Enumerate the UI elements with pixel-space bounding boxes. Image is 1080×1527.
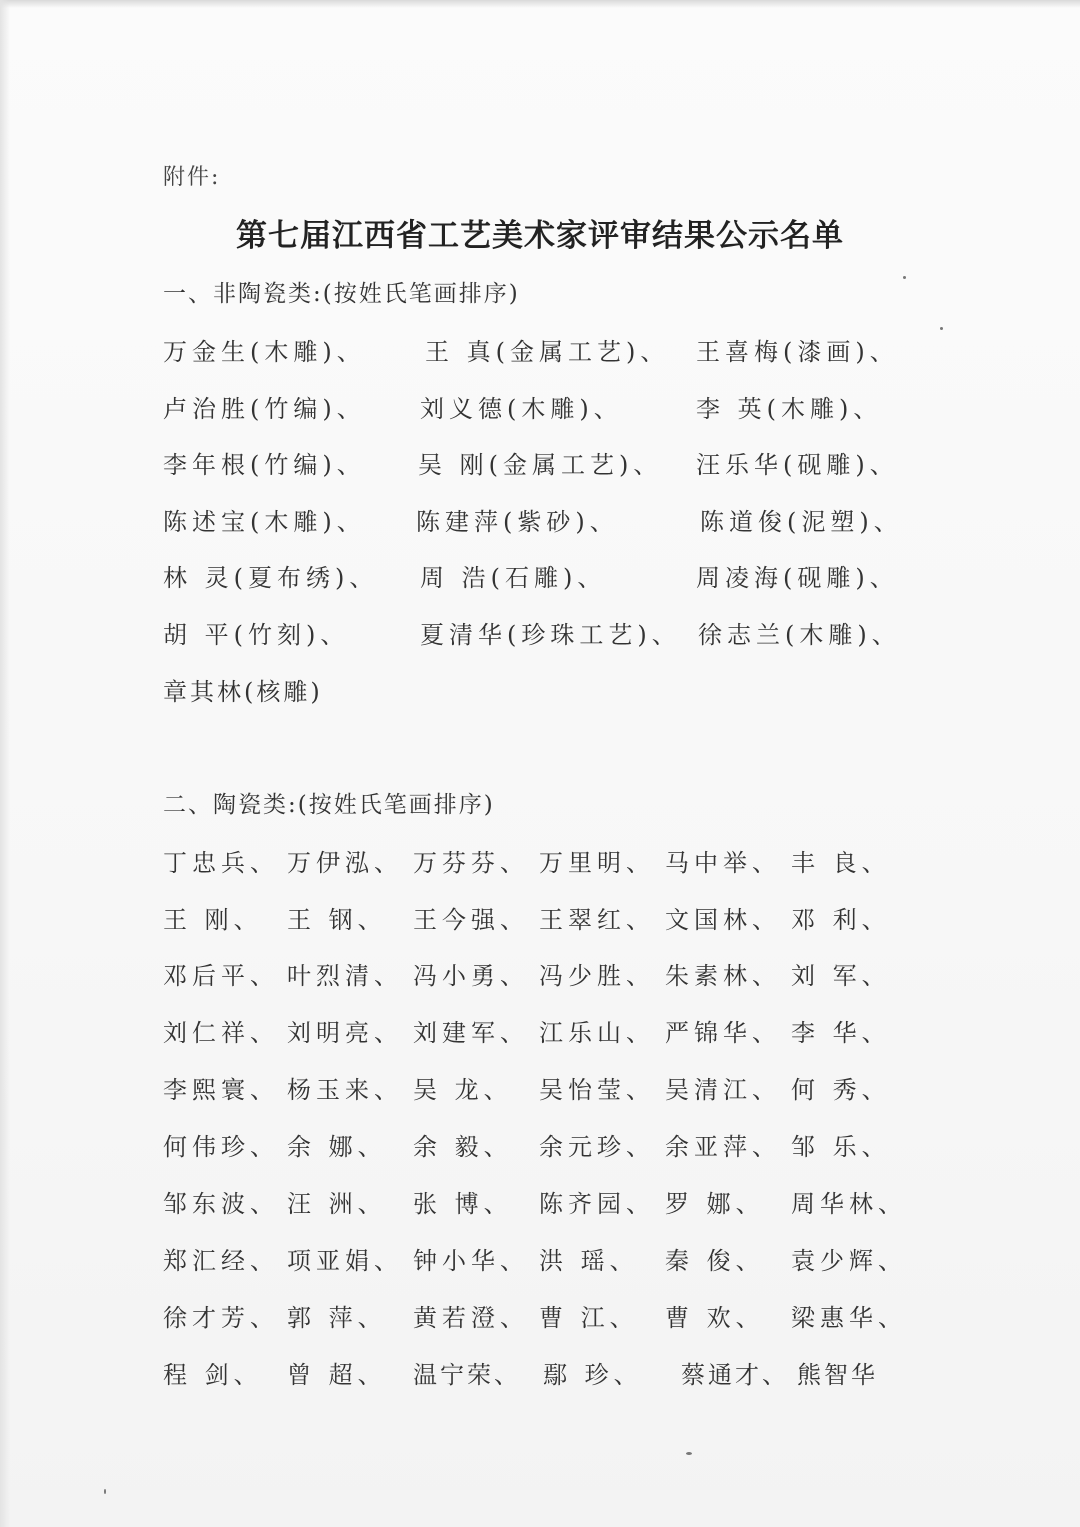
section2-row (163, 900, 923, 940)
section2-row (163, 1298, 923, 1338)
section2-row (163, 843, 923, 883)
name-entry: 曹 江、 (539, 1304, 639, 1332)
name-entry: 夏清华(珍珠工艺)、 (420, 621, 681, 649)
name-entry: 汪乐华(砚雕)、 (696, 451, 899, 479)
name-entry: 胡 平(竹刻)、 (163, 621, 350, 649)
name-entry: 郑汇经、 (163, 1247, 279, 1275)
name-entry: 陈建萍(紫砂)、 (416, 508, 619, 536)
name-entry: 吴清江、 (665, 1076, 781, 1104)
name-entry: 章其林(核雕) (163, 678, 323, 706)
name-entry: 温宁荣、 (413, 1361, 521, 1389)
scan-speck (104, 1489, 106, 1494)
name-entry: 刘义德(木雕)、 (420, 395, 623, 423)
name-entry: 徐志兰(木雕)、 (698, 621, 901, 649)
section1-row (163, 445, 923, 485)
name-entry: 吴 龙、 (413, 1076, 513, 1104)
section1-row (163, 332, 923, 372)
name-entry: 马中举、 (665, 849, 781, 877)
name-entry: 王 钢、 (287, 906, 387, 934)
name-entry: 余亚萍、 (665, 1133, 781, 1161)
name-entry: 熊智华 (797, 1361, 878, 1389)
name-entry: 余 娜、 (287, 1133, 387, 1161)
name-entry: 李年根(竹编)、 (163, 451, 366, 479)
name-entry: 张 博、 (413, 1190, 513, 1218)
name-entry: 王今强、 (413, 906, 529, 934)
name-entry: 周 浩(石雕)、 (420, 564, 607, 592)
name-entry: 刘建军、 (413, 1019, 529, 1047)
name-entry: 汪 洲、 (287, 1190, 387, 1218)
name-entry: 刘 军、 (791, 962, 891, 990)
name-entry: 文国林、 (665, 906, 781, 934)
section1-row (163, 502, 923, 542)
name-entry: 邹东波、 (163, 1190, 279, 1218)
name-entry: 刘明亮、 (287, 1019, 403, 1047)
name-entry: 曹 欢、 (665, 1304, 765, 1332)
name-entry: 万金生(木雕)、 (163, 338, 366, 366)
name-entry: 何 秀、 (791, 1076, 891, 1104)
name-entry: 周凌海(砚雕)、 (696, 564, 899, 592)
section2-row (163, 1070, 923, 1110)
section1-row (163, 558, 923, 598)
name-entry: 王 真(金属工艺)、 (425, 338, 670, 366)
name-entry: 袁少辉、 (791, 1247, 907, 1275)
name-entry: 王 刚、 (163, 906, 263, 934)
name-entry: 邹 乐、 (791, 1133, 891, 1161)
name-entry: 丰 良、 (791, 849, 891, 877)
name-entry: 陈述宝(木雕)、 (163, 508, 366, 536)
name-entry: 李 英(木雕)、 (696, 395, 883, 423)
section2-row (163, 1013, 923, 1053)
name-entry: 李熙寰、 (163, 1076, 279, 1104)
name-entry: 王翠红、 (539, 906, 655, 934)
section2-row (163, 1355, 923, 1395)
name-entry: 严锦华、 (665, 1019, 781, 1047)
section2-row (163, 1127, 923, 1167)
scan-speck (686, 1452, 692, 1455)
section1-row (163, 672, 923, 712)
name-entry: 万里明、 (539, 849, 655, 877)
attachment-label: 附件: (163, 165, 221, 190)
name-entry: 秦 俊、 (665, 1247, 765, 1275)
name-entry: 郭 萍、 (287, 1304, 387, 1332)
name-entry: 洪 瑶、 (539, 1247, 639, 1275)
name-entry: 蔡通才、 (681, 1361, 789, 1389)
name-entry: 黄若澄、 (413, 1304, 529, 1332)
name-entry: 吴 刚(金属工艺)、 (418, 451, 663, 479)
name-entry: 朱素林、 (665, 962, 781, 990)
name-entry: 邓 利、 (791, 906, 891, 934)
name-entry: 丁忠兵、 (163, 849, 279, 877)
name-entry: 梁惠华、 (791, 1304, 907, 1332)
scan-speck (940, 327, 943, 330)
name-entry: 钟小华、 (413, 1247, 529, 1275)
name-entry: 项亚娟、 (287, 1247, 403, 1275)
name-entry: 邓后平、 (163, 962, 279, 990)
name-entry: 鄢 珍、 (543, 1361, 643, 1389)
name-entry: 万伊泓、 (287, 849, 403, 877)
name-entry: 罗 娜、 (665, 1190, 765, 1218)
section1-row (163, 389, 923, 429)
section2-heading: 二、陶瓷类:(按姓氏笔画排序) (163, 792, 495, 818)
section2-row (163, 1241, 923, 1281)
name-entry: 叶烈清、 (287, 962, 403, 990)
name-entry: 冯少胜、 (539, 962, 655, 990)
name-entry: 李 华、 (791, 1019, 891, 1047)
name-entry: 陈道俊(泥塑)、 (700, 508, 903, 536)
section2-row (163, 956, 923, 996)
section1-heading: 一、非陶瓷类:(按姓氏笔画排序) (163, 281, 520, 307)
name-entry: 卢治胜(竹编)、 (163, 395, 366, 423)
name-entry: 余元珍、 (539, 1133, 655, 1161)
name-entry: 徐才芳、 (163, 1304, 279, 1332)
name-entry: 林 灵(夏布绣)、 (163, 564, 379, 592)
name-entry: 曾 超、 (287, 1361, 387, 1389)
scan-edge-top (0, 0, 1080, 8)
document-title: 第七届江西省工艺美术家评审结果公示名单 (236, 218, 844, 254)
name-entry: 何伟珍、 (163, 1133, 279, 1161)
name-entry: 冯小勇、 (413, 962, 529, 990)
name-entry: 杨玉来、 (287, 1076, 403, 1104)
name-entry: 周华林、 (791, 1190, 907, 1218)
name-entry: 吴怡莹、 (539, 1076, 655, 1104)
scan-speck (903, 276, 906, 279)
name-entry: 程 剑、 (163, 1361, 263, 1389)
name-entry: 万芬芬、 (413, 849, 529, 877)
section1-row (163, 615, 923, 655)
name-entry: 江乐山、 (539, 1019, 655, 1047)
name-entry: 陈齐园、 (539, 1190, 655, 1218)
section2-row (163, 1184, 923, 1224)
name-entry: 王喜梅(漆画)、 (696, 338, 899, 366)
name-entry: 刘仁祥、 (163, 1019, 279, 1047)
name-entry: 余 毅、 (413, 1133, 513, 1161)
